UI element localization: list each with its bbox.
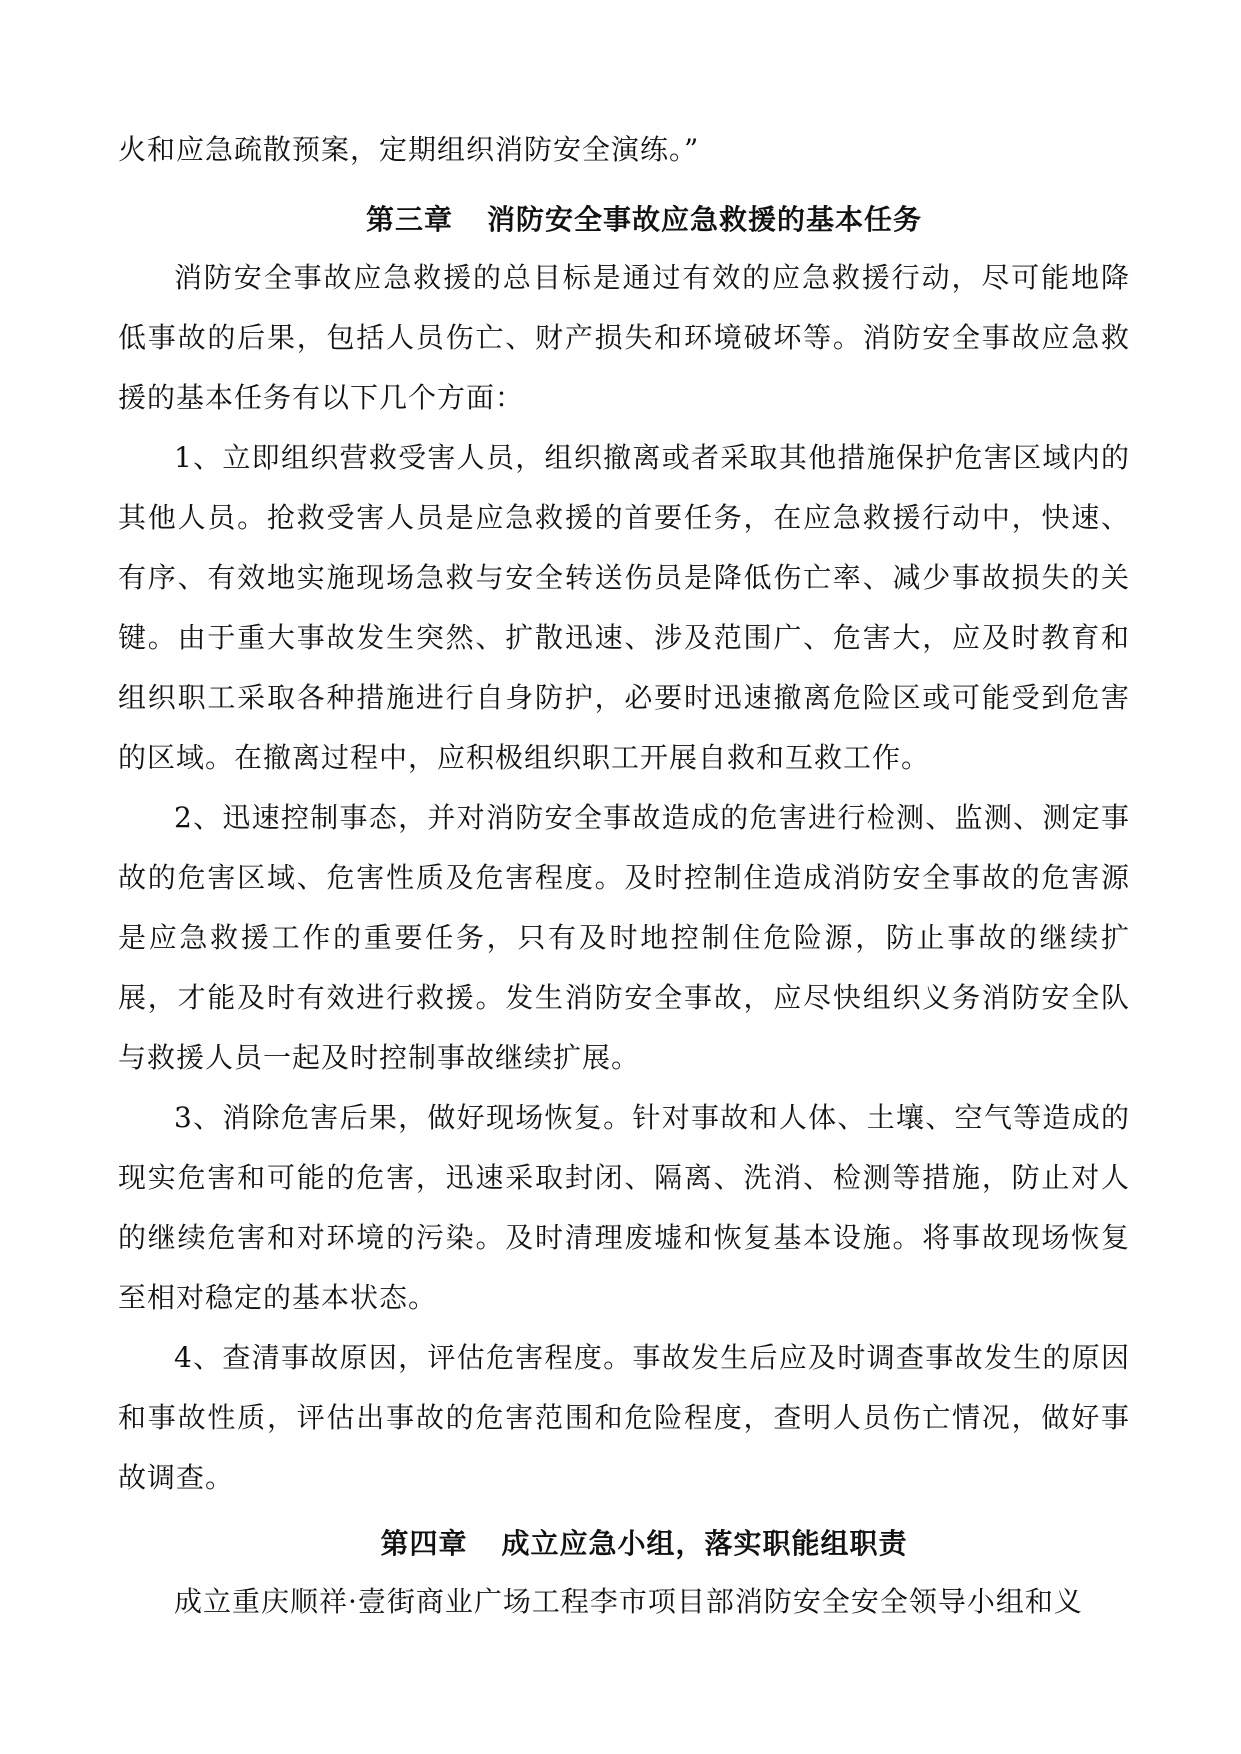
chapter-4-heading: [118, 1516, 1130, 1572]
chapter-4-number: 第四章: [380, 1527, 468, 1560]
task-item-2-paragraph: 2、迅速控制事态，并对消防安全事故造成的危害进行检测、监测、测定事故的危害区域、危害性质及危害程度。及时控制住造成消防安全事故的危害源是应急救援工作的重要任务，只有及时地控制住危险源，防止事故的继续扩展，才能及时有效进行救援。发生消防安全事故，应尽快组织义务消防安全队与救援人员一起及时控制事故继续扩展。: [118, 801, 1130, 1074]
chapter-4-intro-paragraph: 成立重庆顺祥·壹街商业广场工程李市项目部消防安全安全领导小组和义: [174, 1585, 1083, 1618]
task-item-4-paragraph: 4、查清事故原因，评估危害程度。事故发生后应及时调查事故发生的原因和事故性质，评估出事故的危害范围和危险程度，查明人员伤亡情况，做好事故调查。: [118, 1341, 1130, 1494]
chapter-3-number: 第三章: [365, 203, 453, 236]
task-item-1-paragraph: 1、立即组织营救受害人员，组织撤离或者采取其他措施保护危害区域内的其他人员。抢救受害人员是应急救援的首要任务，在应急救援行动中，快速、有序、有效地实施现场急救与安全转送伤员是降低伤亡率、减少事故损失的关键。由于重大事故发生突然、扩散迅速、涉及范围广、危害大，应及时教育和组织职工采取各种措施进行自身防护，必要时迅速撤离危险区或可能受到危害的区域。在撤离过程中，应积极组织职工开展自救和互救工作。: [118, 441, 1130, 774]
chapter-4-title: 成立应急小组，落实职能组职责: [501, 1527, 908, 1560]
task-item-3-paragraph: 3、消除危害后果，做好现场恢复。针对事故和人体、土壤、空气等造成的现实危害和可能的危害，迅速采取封闭、隔离、洗消、检测等措施，防止对人的继续危害和对环境的污染。及时清理废墟和恢复基本设施。将事故现场恢复至相对稳定的基本状态。: [118, 1101, 1130, 1314]
intro-continuation-paragraph: 火和应急疏散预案，定期组织消防安全演练。”: [118, 133, 700, 166]
chapter-3-heading: [118, 192, 1130, 248]
chapter-3-intro-paragraph: 消防安全事故应急救援的总目标是通过有效的应急救援行动，尽可能地降低事故的后果，包括人员伤亡、财产损失和环境破坏等。消防安全事故应急救援的基本任务有以下几个方面：: [118, 261, 1130, 414]
document-body: [118, 120, 1130, 1632]
chapter-3-title: 消防安全事故应急救援的基本任务: [487, 203, 923, 236]
